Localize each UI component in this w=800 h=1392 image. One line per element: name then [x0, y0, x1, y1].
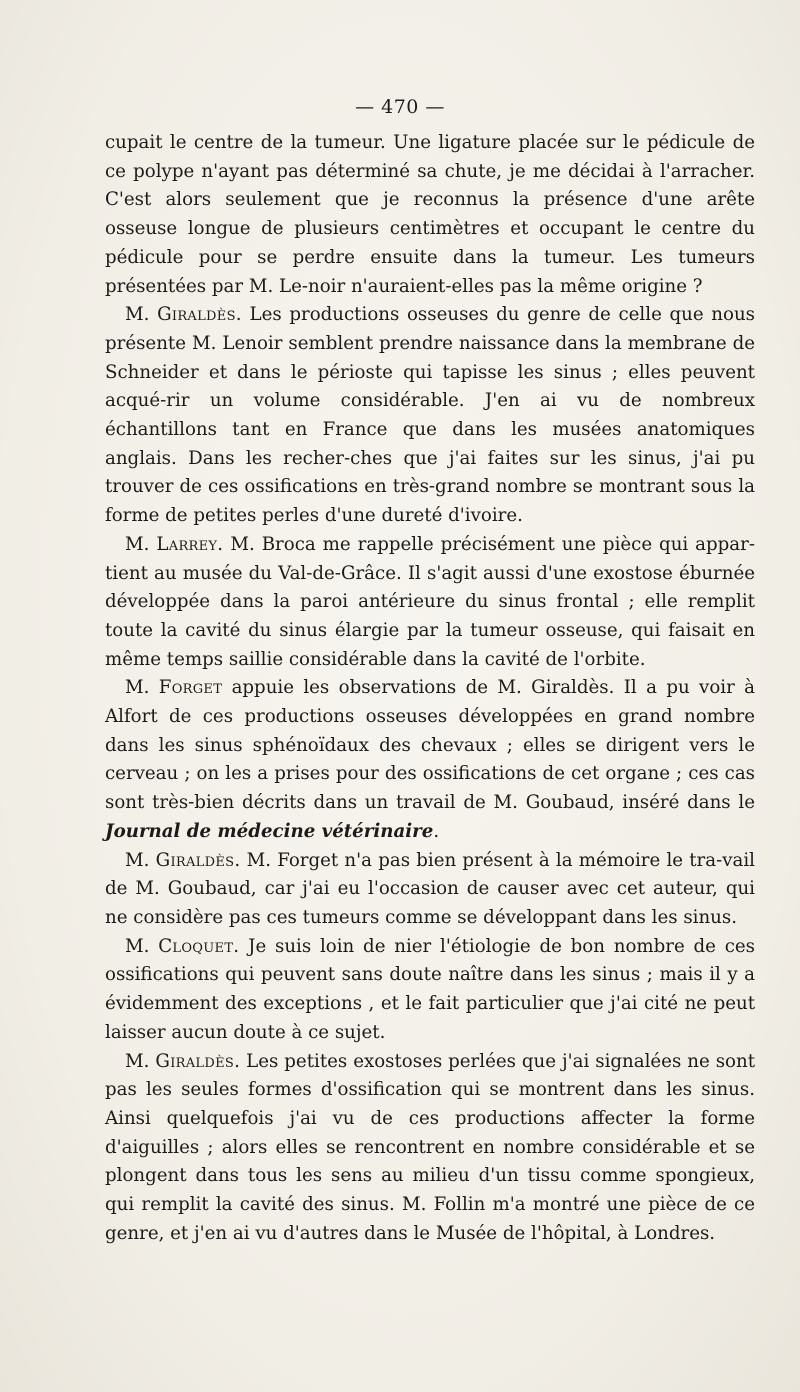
- paragraph-text: appuie les observations de M. Giraldès. Il a pu voir à Alfort de ces productions osseuses développées en grand nombre dans les sinus sphénoïdaux des chevaux ; elles se dirigent vers le cerveau ; on les a prises pour des ossifications de cet organe ; ces cas sont très-bien décrits dans un travail de M. Goubaud, inséré dans le: [105, 677, 755, 814]
- paragraph-text-end: .: [433, 820, 440, 842]
- paragraph-text: cupait le centre de la tumeur. Une ligature placée sur le pédicule de ce polype n'ayant pas déterminé sa chute, je me décidai à l'arracher. C'est alors seulement que je reconnus la présence d'une arête osseuse longue de plusieurs centimètres et occupant le centre du pédicule pour se perdre ensuite dans la tumeur. Les tumeurs présentées par M. Le-noir n'auraient-elles pas la même origine ?: [105, 132, 755, 297]
- paragraph-text: M. Broca me rappelle précisément une pièce qui appar-tient au musée du Val-de-Grâce. Il s'agit aussi d'une exostose éburnée développée dans la paroi antérieure du sinus frontal ; elle remplit toute la cavité du sinus élargie par la tumeur osseuse, qui faisait en même temps saillie considérable dans la cavité de l'orbite.: [105, 533, 755, 670]
- speaker-name: Cloquet.: [158, 935, 240, 957]
- paragraph-continuation: [105, 129, 755, 301]
- paragraph-text: Les productions osseuses du genre de celle que nous présente M. Lenoir semblent prendre naissance dans la membrane de Schneider et dans le périoste qui tapisse les sinus ; elles peuvent acqué-rir un volume considérable. J'en ai vu de nombreux échantillons tant en France que dans les musées anatomiques anglais. Dans les recher-ches que j'ai faites sur les sinus, j'ai pu trouver de ces ossifications en très-grand nombre se montrant sous la forme de petites perles d'une dureté d'ivoire.: [105, 304, 755, 527]
- speaker-title: M.: [125, 677, 150, 699]
- speaker-name: Giraldès.: [155, 1050, 241, 1072]
- page-number: — 470 —: [355, 96, 445, 118]
- paragraph-giraldes-3: [105, 1048, 755, 1249]
- speaker-title: M.: [125, 849, 150, 871]
- speaker-name: Giraldès.: [155, 849, 241, 871]
- speaker-title: M.: [125, 304, 150, 326]
- paragraph-giraldes-1: [105, 301, 755, 531]
- speaker-name: Forget: [158, 677, 223, 699]
- paragraph-forget: [105, 674, 755, 846]
- speaker-name: Larrey.: [156, 533, 224, 555]
- speaker-title: M.: [125, 935, 150, 957]
- paragraph-text: Je suis loin de nier l'étiologie de bon nombre de ces ossifications qui peuvent sans doute naître dans les sinus ; mais il y a évidemment des exceptions , et le fait particulier que j'ai cité ne peut laisser aucun doute à ce sujet.: [105, 935, 755, 1043]
- paragraph-text: M. Forget n'a pas bien présent à la mémoire le tra-vail de M. Goubaud, car j'ai eu l'occasion de causer avec cet auteur, qui ne considère pas ces tumeurs comme se développant dans les sinus.: [105, 849, 755, 928]
- paragraph-text: Les petites exostoses perlées que j'ai signalées ne sont pas les seules formes d'ossification qui se montrent dans les sinus. Ainsi quelquefois j'ai vu de ces productions affecter la forme d'aiguilles ; alors elles se rencontrent en nombre considérable et se plongent dans tous les sens au milieu d'un tissu comme spongieux, qui remplit la cavité des sinus. M. Follin m'a montré une pièce de ce genre, et j'en ai vu d'autres dans le Musée de l'hôpital, à Londres.: [105, 1050, 755, 1244]
- speaker-name: Giraldès.: [157, 304, 242, 326]
- paragraph-larrey: [105, 531, 755, 675]
- speaker-title: M.: [125, 533, 150, 555]
- speaker-title: M.: [125, 1050, 150, 1072]
- body-text: [105, 129, 755, 1248]
- paragraph-giraldes-2: [105, 847, 755, 933]
- paragraph-cloquet: [105, 933, 755, 1048]
- journal-title: Journal de médecine vétérinaire: [105, 820, 434, 842]
